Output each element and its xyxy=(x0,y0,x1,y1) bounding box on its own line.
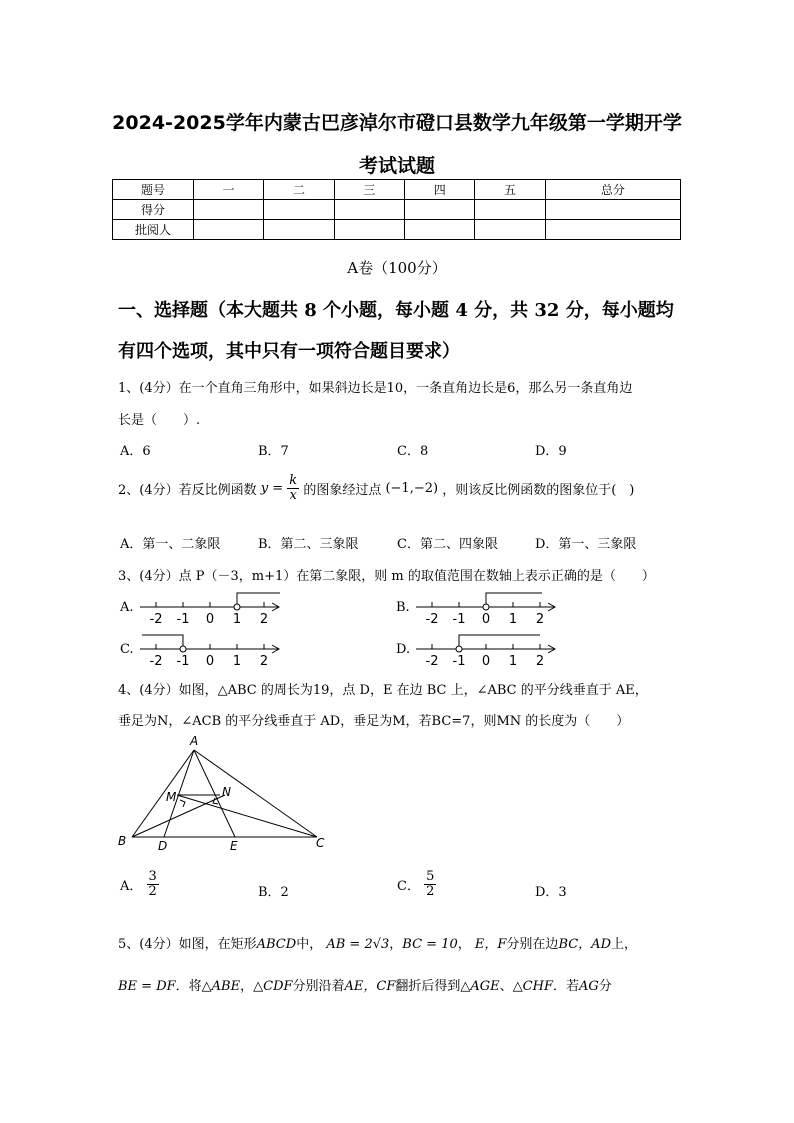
q1-option-b: B．7 xyxy=(258,444,289,459)
table-header-cell: 总分 xyxy=(545,180,680,200)
question-5-text xyxy=(118,933,637,952)
q2-fraction-denominator: x xyxy=(289,488,297,503)
tick-label: -1 xyxy=(176,612,190,627)
q5-text: 、 xyxy=(499,979,513,994)
table-header-cell: 题号 xyxy=(113,180,194,200)
q5-text: 中， xyxy=(296,937,323,952)
table-header-cell: 二 xyxy=(264,180,334,200)
q5-text: ， xyxy=(240,979,254,994)
fraction-numerator: 3 xyxy=(148,869,157,884)
q5-math: BC = 10 xyxy=(402,937,458,952)
question-1-text: 1、(4分）在一个直角三角形中，如果斜边长是10，一条直角边长是6，那么另一条直角边 xyxy=(118,381,633,396)
table-row-label: 批阅人 xyxy=(113,220,194,240)
question-3-text: 3、(4分）点 P（－3，m+1）在第二象限，则 m 的取值范围在数轴上表示正确的是（ ） xyxy=(118,569,655,584)
tick-label: 0 xyxy=(481,654,491,669)
q5-math: △CHF xyxy=(512,979,553,994)
tick-label: -2 xyxy=(149,612,163,627)
q5-math: BC，AD xyxy=(558,937,611,952)
q4-option-c-fraction xyxy=(424,870,436,899)
question-5-text-line2 xyxy=(118,975,612,994)
score-table xyxy=(112,179,681,240)
q5-math: ABCD xyxy=(256,937,297,952)
q5-math: E，F xyxy=(474,937,507,952)
fraction-numerator: 5 xyxy=(426,869,435,884)
side-ab xyxy=(132,750,194,837)
bisector-b xyxy=(132,795,225,837)
tick-label: 1 xyxy=(508,654,518,669)
table-row xyxy=(113,180,681,200)
section-heading: 一、选择题（本大题共 8 个小题，每小题 4 分，共 32 分，每小题均 xyxy=(118,300,674,321)
table-cell xyxy=(194,220,264,240)
q3-option-a-label: A. xyxy=(120,600,134,615)
label-b: B xyxy=(118,834,127,848)
label-n: N xyxy=(222,785,231,799)
q2-post: ，则该反比例函数的图象位于( ) xyxy=(442,483,635,498)
question-2-text xyxy=(118,474,634,503)
tick-label: 0 xyxy=(481,612,491,627)
bisector-c xyxy=(177,795,317,837)
q2-option-a: A．第一、二象限 xyxy=(120,537,221,552)
page-title-line2: 考试试题 xyxy=(358,155,435,177)
tick-label: 0 xyxy=(205,612,215,627)
table-cell xyxy=(334,200,404,220)
q5-math: AB = 2√3 xyxy=(326,937,390,952)
tick-label: 0 xyxy=(205,654,215,669)
volume-heading: A卷（100分） xyxy=(347,259,447,277)
right-angle-m xyxy=(180,800,185,807)
q2-fraction-numerator: k xyxy=(289,473,298,488)
q5-math: △ABE xyxy=(201,979,241,994)
q3-option-d-label: D. xyxy=(396,642,411,657)
q5-text: 上， xyxy=(611,937,638,952)
tick-label: 2 xyxy=(259,612,269,627)
q2-option-d: D．第一、三象限 xyxy=(535,537,637,552)
table-row-label: 得分 xyxy=(113,200,194,220)
table-cell xyxy=(545,220,680,240)
tick-label: -1 xyxy=(176,654,190,669)
table-cell xyxy=(334,220,404,240)
q5-text: 分别沿着 xyxy=(292,979,345,994)
q4-option-a xyxy=(120,870,159,899)
table-header-cell: 三 xyxy=(334,180,404,200)
table-cell xyxy=(475,200,545,220)
page-title: 2024-2025学年内蒙古巴彦淖尔市磴口县数学九年级第一学期开学 xyxy=(112,112,682,134)
q2-function-fraction xyxy=(287,474,299,503)
q3-option-c-label: C. xyxy=(120,642,134,657)
q2-pre: 2、(4分）若反比例函数 xyxy=(118,483,257,498)
table-cell xyxy=(194,200,264,220)
label-m: M xyxy=(166,790,177,804)
q1-option-c: C．8 xyxy=(397,444,429,459)
table-cell xyxy=(264,220,334,240)
q5-math: BE = DF xyxy=(118,979,176,994)
tick-label: 2 xyxy=(535,612,545,627)
table-row xyxy=(113,220,681,240)
q1-option-a: A．6 xyxy=(120,444,151,459)
tick-label: 2 xyxy=(535,654,545,669)
q2-point: (−1,−2) xyxy=(385,481,439,496)
q5-text: 分 xyxy=(598,979,612,994)
tick-label: -2 xyxy=(149,654,163,669)
table-cell xyxy=(405,220,475,240)
label-d: D xyxy=(158,839,168,853)
q5-math: △AGE xyxy=(460,979,500,994)
fraction-denominator: 2 xyxy=(148,884,157,899)
table-cell xyxy=(545,200,680,220)
q2-function-lhs: y = xyxy=(260,481,284,496)
q5-math: AG xyxy=(579,979,599,994)
table-row xyxy=(113,200,681,220)
q3-option-b-label: B. xyxy=(396,600,410,615)
q4-option-a-label: A． xyxy=(120,879,143,894)
tick-label: -1 xyxy=(452,654,466,669)
q5-text: ， xyxy=(457,937,471,952)
q2-mid: 的图象经过点 xyxy=(303,483,382,498)
q5-text: ．将 xyxy=(175,979,202,994)
q4-option-b: B．2 xyxy=(258,885,289,900)
tick-label: 1 xyxy=(232,654,242,669)
number-line-b xyxy=(416,588,566,628)
number-line-a xyxy=(140,588,290,628)
triangle-figure xyxy=(112,732,337,857)
label-e: E xyxy=(230,839,238,853)
number-line-c xyxy=(140,630,290,670)
table-header-cell: 一 xyxy=(194,180,264,200)
label-a: A xyxy=(190,734,199,748)
q5-text: ， xyxy=(389,937,403,952)
q4-option-a-fraction xyxy=(147,870,159,899)
section-heading-line2: 有四个选项，其中只有一项符合题目要求） xyxy=(118,341,460,362)
q4-option-d: D．3 xyxy=(535,885,567,900)
q5-math: △CDF xyxy=(253,979,293,994)
q5-math: AE，CF xyxy=(344,979,396,994)
question-4-text-line2: 垂足为N，∠ACB 的平分线垂直于 AD，垂足为M，若BC=7，则MN 的长度为（ ） xyxy=(118,714,630,729)
tick-label: -2 xyxy=(425,654,439,669)
table-cell xyxy=(264,200,334,220)
q5-text: 分别在边 xyxy=(506,937,559,952)
tick-label: -2 xyxy=(425,612,439,627)
tick-label: 1 xyxy=(232,612,242,627)
q2-option-b: B．第二、三象限 xyxy=(258,537,359,552)
side-ac xyxy=(194,750,317,837)
table-cell xyxy=(475,220,545,240)
fraction-denominator: 2 xyxy=(426,884,435,899)
tick-label: 1 xyxy=(508,612,518,627)
q4-option-c-label: C． xyxy=(397,879,420,894)
number-line-d xyxy=(416,630,566,670)
q1-option-d: D．9 xyxy=(535,444,567,459)
q4-option-c xyxy=(397,870,436,899)
tick-label: 2 xyxy=(259,654,269,669)
question-4-text: 4、(4分）如图，△ABC 的周长为19，点 D，E 在边 BC 上，∠ABC 的平分线垂直于 AE， xyxy=(118,683,648,698)
question-1-text-line2: 长是（ ）. xyxy=(118,413,201,428)
label-c: C xyxy=(316,836,325,850)
table-cell xyxy=(405,200,475,220)
q2-option-c: C．第二、四象限 xyxy=(397,537,498,552)
table-header-cell: 五 xyxy=(475,180,545,200)
table-header-cell: 四 xyxy=(405,180,475,200)
q5-text: ．若 xyxy=(553,979,580,994)
tick-label: -1 xyxy=(452,612,466,627)
q5-text: 翻折后得到 xyxy=(395,979,461,994)
q5-text: 5、(4分）如图，在矩形 xyxy=(118,937,257,952)
